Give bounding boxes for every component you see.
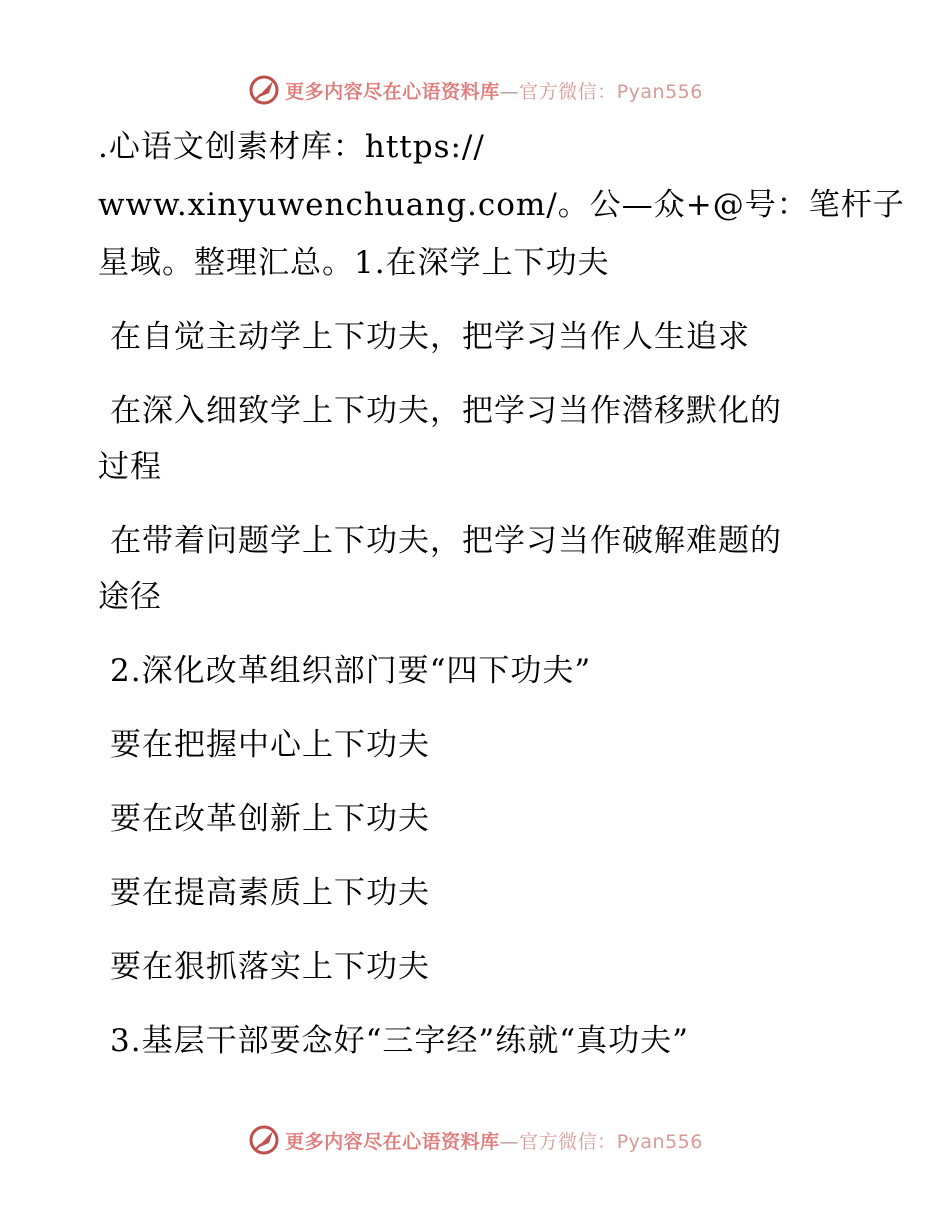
paragraph-7-text: 要在狠抓落实上下功夫: [110, 949, 430, 985]
footer-watermark: [0, 1120, 950, 1160]
footer-separator: —: [499, 1130, 520, 1153]
header-text: [285, 77, 703, 104]
header-official: 官方微信：: [519, 80, 617, 103]
paragraph-4-text: 要在把握中心上下功夫: [110, 727, 430, 763]
heading-3-text: 3.基层干部要念好“三字经”练就“真功夫”: [110, 1023, 689, 1059]
footer-brand: 更多内容尽在心语资料库: [285, 1130, 500, 1153]
footer-text: [285, 1127, 703, 1154]
header-watermark: [0, 70, 950, 110]
document-body: [98, 128, 905, 1060]
heading-3: [98, 1022, 838, 1060]
footer-official: 官方微信：: [519, 1130, 617, 1153]
header-brand: 更多内容尽在心语资料库: [285, 80, 500, 103]
paragraph-6: [98, 874, 838, 912]
quill-logo-icon: [247, 73, 281, 107]
heading-2: [98, 652, 838, 690]
paragraph-2-line-2: 过程: [98, 449, 162, 485]
paragraph-3-line-1: 在带着问题学上下功夫，把学习当作破解难题的: [110, 523, 782, 559]
paragraph-1: [98, 318, 838, 356]
intro-line-3: 星域。整理汇总。1.在深学上下功夫: [98, 245, 610, 281]
intro-line-2: www.xinyuwenchuang.com/。公—众+@号：笔杆子: [98, 187, 905, 223]
paragraph-3-line-2: 途径: [98, 579, 162, 615]
footer-wechat: Pyan556: [616, 1130, 703, 1153]
header-separator: —: [499, 80, 520, 103]
quill-logo-icon: [247, 1123, 281, 1157]
paragraph-5: [98, 800, 838, 838]
intro-paragraph: [98, 128, 905, 282]
paragraph-5-text: 要在改革创新上下功夫: [110, 801, 430, 837]
heading-2-text: 2.深化改革组织部门要“四下功夫”: [110, 653, 592, 689]
intro-line-1: .心语文创素材库：https://: [98, 129, 485, 165]
header-wechat: Pyan556: [616, 80, 703, 103]
paragraph-6-text: 要在提高素质上下功夫: [110, 875, 430, 911]
paragraph-2: [98, 392, 838, 486]
paragraph-1-text: 在自觉主动学上下功夫，把学习当作人生追求: [110, 319, 750, 355]
paragraph-4: [98, 726, 838, 764]
paragraph-2-line-1: 在深入细致学上下功夫，把学习当作潜移默化的: [110, 393, 782, 429]
paragraph-3: [98, 522, 838, 616]
paragraph-7: [98, 948, 838, 986]
